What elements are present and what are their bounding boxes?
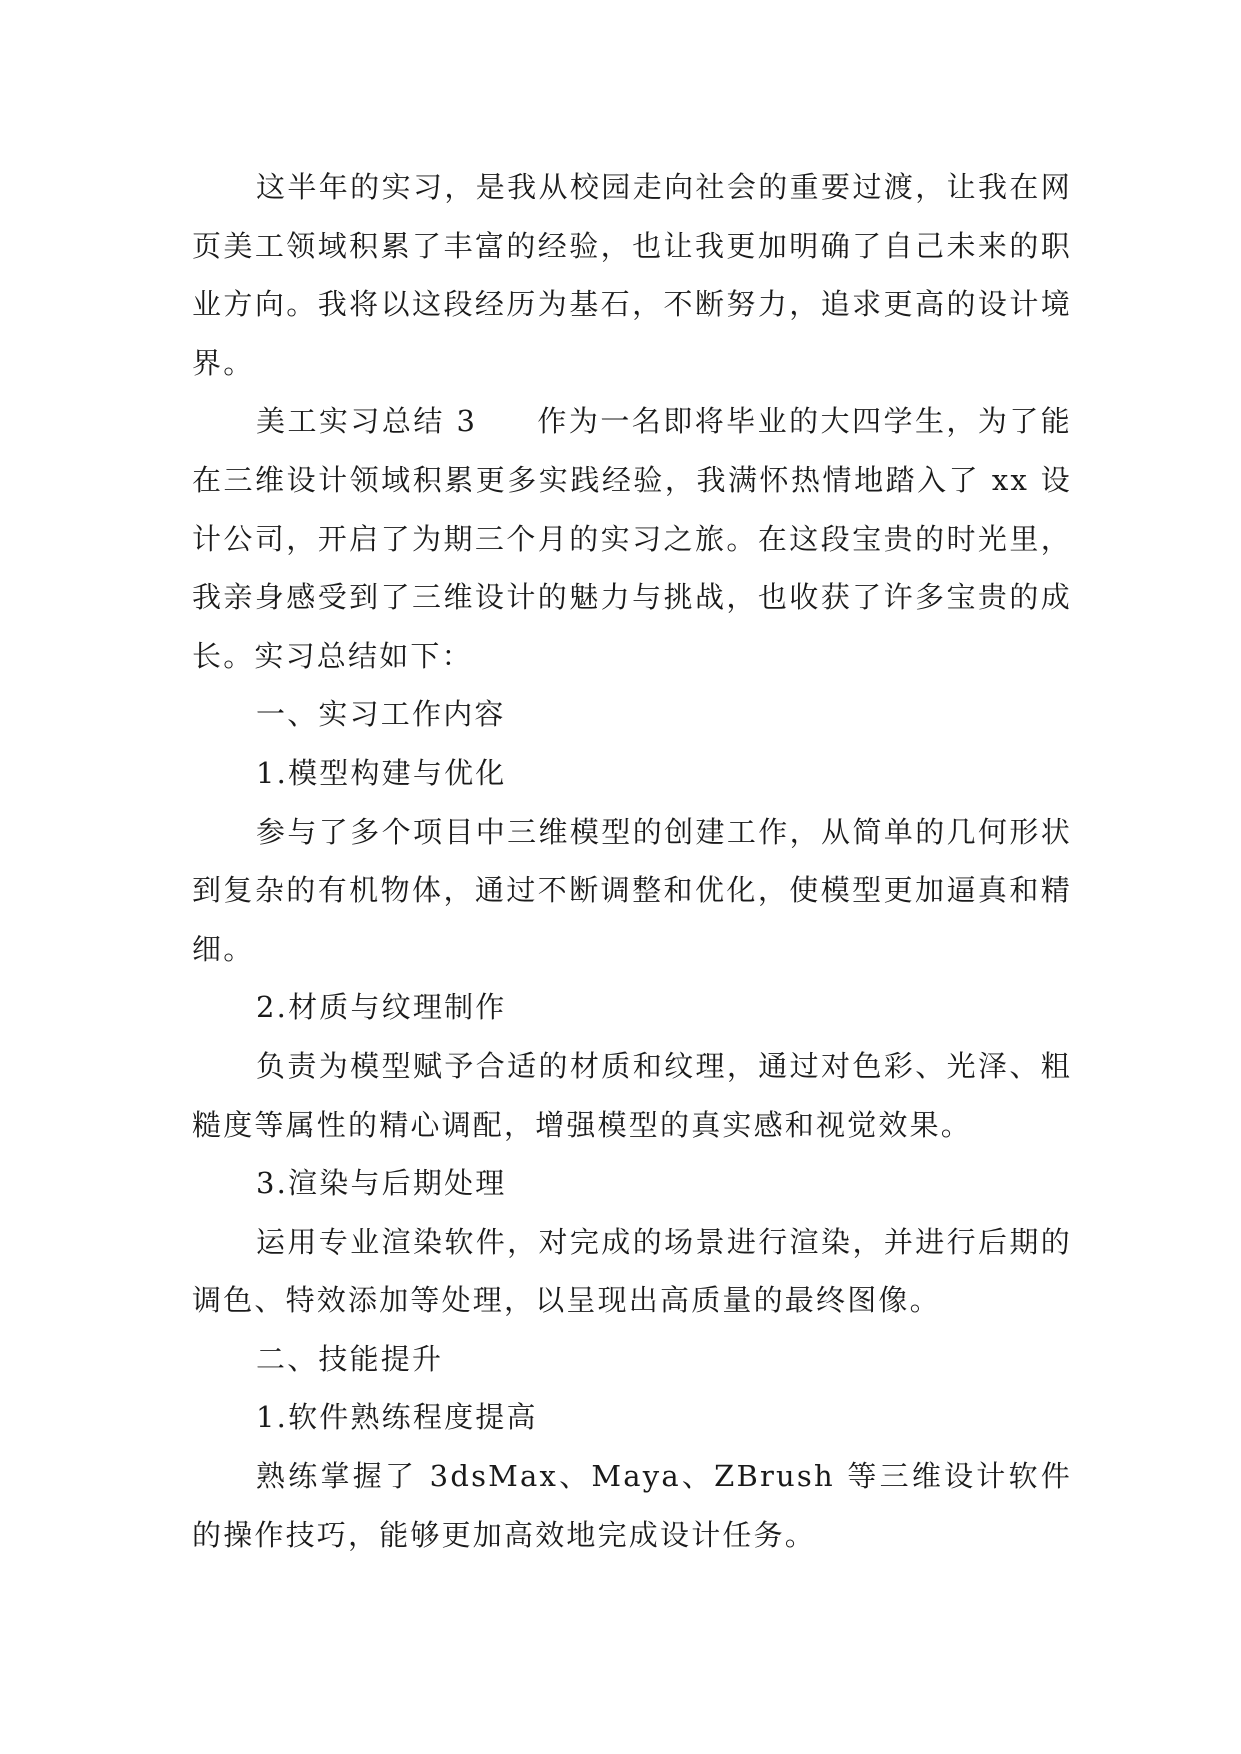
subheading-material: 2.材质与纹理制作 [256, 990, 507, 1025]
section-title: 美工实习总结 3 [256, 404, 478, 439]
paragraph-rendering: 运用专业渲染软件，对完成的场景进行渲染，并进行后期的调色、特效添加等处理，以呈现出高质量的最终图像。 [192, 1224, 1072, 1318]
subheading-modeling: 1.模型构建与优化 [256, 755, 507, 790]
heading-skills: 二、技能提升 [256, 1341, 444, 1376]
subheading-rendering: 3.渲染与后期处理 [256, 1166, 507, 1201]
paragraph-material: 负责为模型赋予合适的材质和纹理，通过对色彩、光泽、粗糙度等属性的精心调配，增强模型的真实感和视觉效果。 [192, 1048, 1072, 1142]
subheading-software: 1.软件熟练程度提高 [256, 1400, 538, 1435]
paragraph-intro-text: 作为一名即将毕业的大四学生，为了能在三维设计领域积累更多实践经验，我满怀热情地踏入了 xx 设计公司，开启了为期三个月的实习之旅。在这段宝贵的时光里，我亲身感受到了三维设计的魅力与挑战，也收获了许多宝贵的成长。实习总结如下： [192, 404, 1072, 673]
paragraph-software: 熟练掌握了 3dsMax、Maya、ZBrush 等三维设计软件的操作技巧，能够更加高效地完成设计任务。 [192, 1459, 1072, 1552]
paragraph-intro [192, 392, 1072, 685]
paragraph-closing: 这半年的实习，是我从校园走向社会的重要过渡，让我在网页美工领域积累了丰富的经验，也让我更加明确了自己未来的职业方向。我将以这段经历为基石，不断努力，追求更高的设计境界。 [192, 170, 1072, 380]
paragraph-modeling: 参与了多个项目中三维模型的创建工作，从简单的几何形状到复杂的有机物体，通过不断调整和优化，使模型更加逼真和精细。 [192, 814, 1072, 966]
document-page [192, 158, 1072, 1564]
heading-work-content: 一、实习工作内容 [256, 697, 506, 732]
